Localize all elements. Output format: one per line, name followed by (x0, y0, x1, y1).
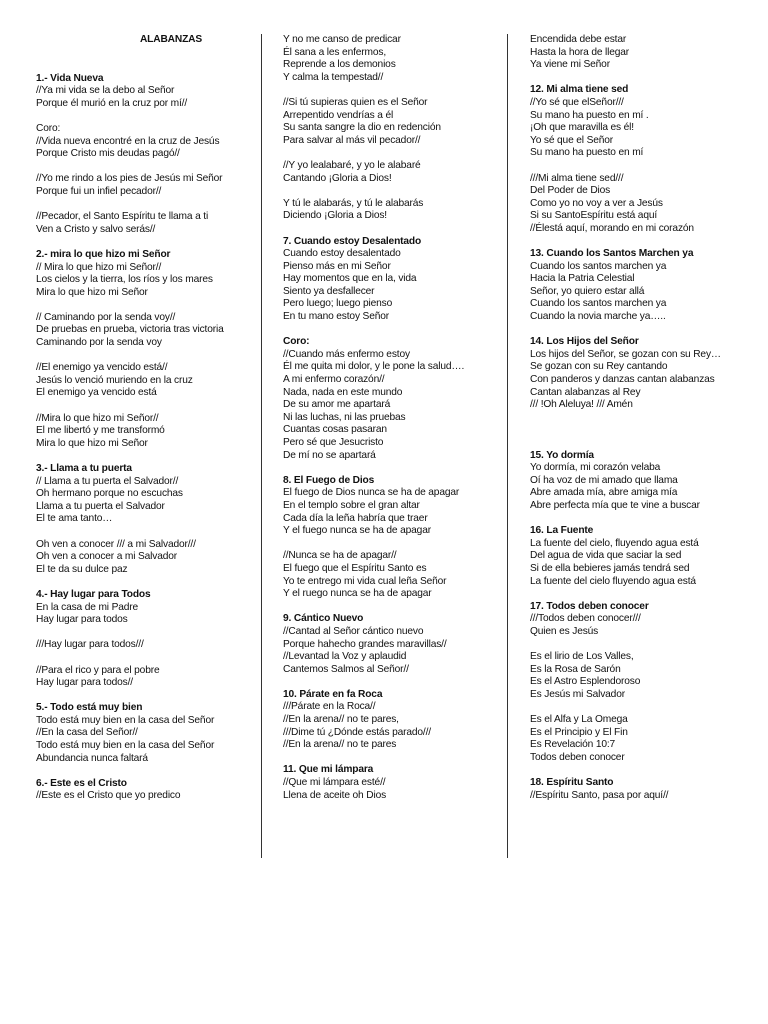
song-heading: 8. El Fuego de Dios (283, 474, 375, 486)
lyric-block (283, 198, 503, 223)
lyric-line: Todo está muy bien en la casa del Señor (36, 714, 215, 726)
lyric-block (36, 211, 256, 236)
lyric-line: // Mira lo que hizo mi Señor// (36, 261, 162, 273)
lyric-line: Y tú le alabarás, y tú le alabarás (283, 197, 424, 209)
lyric-line: El fuego que el Espíritu Santo es (283, 562, 427, 574)
lyric-line: Encendida debe estar (530, 34, 627, 45)
lyric-line: Cuantas cosas pasaran (283, 424, 387, 436)
lyric-line: Abre perfecta mía que te vine a buscar (530, 499, 700, 511)
lyric-block (283, 336, 503, 462)
lyric-line: Es el lirio de Los Valles, (530, 651, 634, 663)
lyric-line: En la casa de mi Padre (36, 601, 139, 613)
lyric-block (530, 601, 760, 639)
lyric-line: Es Revelación 10:7 (530, 739, 616, 751)
lyric-block (530, 714, 760, 764)
lyric-line: //En la arena// no te pares (283, 739, 397, 751)
lyric-block (283, 34, 503, 84)
lyric-line: ///Dime tú ¿Dónde estás parado/// (283, 726, 431, 738)
lyric-line: //Este es el Cristo que yo predico (36, 790, 181, 802)
column-2 (283, 34, 503, 815)
lyric-line: Oh ven a conocer a mi Salvador (36, 551, 178, 563)
lyric-line: Yo te entrego mi vida cual leña Señor (283, 575, 447, 587)
lyric-line: /// !Oh Aleluya! /// Amén (530, 399, 633, 411)
lyric-line: Oh ven a conocer /// a mi Salvador/// (36, 538, 196, 550)
song-heading: 10. Párate en fa Roca (283, 688, 383, 700)
lyric-line: Cuando los santos marchen ya (530, 298, 667, 310)
lyric-line: Con panderos y danzas cantan alabanzas (530, 374, 715, 386)
lyric-line: Pero luego; luego pienso (283, 298, 393, 310)
column-1 (36, 34, 256, 816)
song-heading: Coro: (283, 336, 310, 348)
lyric-line: Y el fuego nunca se ha de apagar (283, 525, 431, 537)
lyric-line: Caminando por la senda voy (36, 337, 162, 349)
lyric-block (36, 665, 256, 690)
lyric-block (36, 639, 256, 652)
lyric-line: Coro: (36, 122, 61, 134)
lyric-line: ///Mi alma tiene sed/// (530, 172, 624, 184)
song-heading: 9. Cántico Nuevo (283, 613, 364, 625)
lyric-line: Nada, nada en este mundo (283, 386, 403, 398)
song-heading: 5.- Todo está muy bien (36, 702, 143, 714)
column-divider-2 (507, 34, 508, 858)
lyric-line: Como yo no voy a ver a Jesús (530, 197, 663, 209)
lyric-line: //Mira lo que hizo mi Señor// (36, 412, 159, 424)
lyric-line: De pruebas en prueba, victoria tras victoria (36, 324, 224, 336)
lyric-line: Mira lo que hizo mi Señor (36, 286, 148, 298)
song-heading: 16. La Fuente (530, 525, 594, 537)
song-heading: 18. Espíritu Santo (530, 777, 614, 789)
lyric-line: A mi enfermo corazón// (283, 374, 385, 386)
lyric-line: //En la arena// no te pares, (283, 714, 399, 726)
lyric-line: Cantemos Salmos al Señor// (283, 663, 409, 675)
lyric-block (530, 336, 760, 412)
lyric-line: Cuando los santos marchen ya (530, 260, 667, 272)
lyric-line: Y calma la tempestad// (283, 71, 384, 83)
lyric-line: Cantan alabanzas al Rey (530, 386, 641, 398)
song-heading: 17. Todos deben conocer (530, 600, 649, 612)
lyric-line: Porque Cristo mis deudas pagó// (36, 148, 180, 160)
lyric-line: Jesús lo venció muriendo en la cruz (36, 374, 193, 386)
lyric-block (530, 34, 760, 72)
lyric-line: Ven a Cristo y salvo serás// (36, 223, 156, 235)
lyric-line: Oí ha voz de mi amado que llama (530, 474, 678, 486)
lyric-line: Los cielos y la tierra, los ríos y los mares (36, 274, 213, 286)
lyric-line: Siento ya desfallecer (283, 285, 375, 297)
lyric-line: La fuente del cielo fluyendo agua está (530, 575, 696, 587)
lyric-line: La fuente del cielo, fluyendo agua está (530, 537, 699, 549)
lyric-line: Su mano ha puesto en mí . (530, 109, 649, 121)
lyric-line: El fuego de Dios nunca se ha de apagar (283, 487, 460, 499)
lyric-line: //Si tú supieras quien es el Señor (283, 96, 428, 108)
lyric-line: Mira lo que hizo mi Señor (36, 437, 148, 449)
lyric-line: Pienso más en mi Señor (283, 260, 391, 272)
lyric-block (36, 312, 256, 350)
column-3 (530, 34, 760, 815)
lyric-line: ///Hay lugar para todos/// (36, 639, 144, 651)
lyric-line: El enemigo ya vencido está (36, 387, 157, 399)
lyric-line: Es Jesús mi Salvador (530, 688, 625, 700)
lyric-line: Si su SantoEspíritu está aquí (530, 210, 658, 222)
lyric-line: Su santa sangre la dio en redención (283, 122, 441, 134)
lyric-line: De mí no se apartará (283, 449, 376, 461)
lyric-line: Todos deben conocer (530, 751, 625, 763)
lyric-line: Quien es Jesús (530, 625, 599, 637)
lyric-block (36, 73, 256, 111)
song-heading: 2.- mira lo que hizo mi Señor (36, 248, 171, 260)
lyric-line: En tu mano estoy Señor (283, 311, 389, 323)
lyric-block (36, 249, 256, 299)
lyric-block (36, 702, 256, 765)
lyric-block (283, 689, 503, 752)
lyric-line: Y el ruego nunca se ha de apagar (283, 588, 432, 600)
lyric-line: Su mano ha puesto en mí (530, 147, 644, 159)
lyric-line: Hay lugar para todos (36, 614, 128, 626)
lyric-line: Llena de aceite oh Dios (283, 789, 387, 801)
lyric-block (530, 424, 760, 437)
lyric-block (283, 475, 503, 538)
lyric-line: Arrepentido vendrías a él (283, 109, 394, 121)
lyric-line: Del Poder de Dios (530, 185, 611, 197)
lyric-line (530, 424, 760, 437)
lyric-line: Porque él murió en la cruz por mí// (36, 97, 188, 109)
lyric-line: //Yo sé que elSeñor/// (530, 96, 624, 108)
lyric-block (36, 778, 256, 803)
lyric-line: Es el Astro Esplendoroso (530, 676, 641, 688)
lyric-line: Porque fui un infiel pecador// (36, 185, 162, 197)
lyric-line: ///Párate en la Roca// (283, 701, 376, 713)
lyric-line: De su amor me apartará (283, 399, 391, 411)
song-heading: 13. Cuando los Santos Marchen ya (530, 248, 694, 260)
lyric-line: Señor, yo quiero estar allá (530, 285, 645, 297)
song-heading: 7. Cuando estoy Desalentado (283, 235, 422, 247)
lyric-line: Él sana a les enfermos, (283, 46, 387, 58)
lyric-block (530, 525, 760, 588)
lyric-line: //Y yo lealabaré, y yo le alabaré (283, 159, 421, 171)
lyric-block (530, 84, 760, 160)
lyric-line: Yo dormía, mi corazón velaba (530, 462, 661, 474)
lyric-line: Hay lugar para todos// (36, 677, 133, 689)
lyric-line: //Levantad la Voz y aplaudid (283, 651, 407, 663)
document-title: ALABANZAS (139, 34, 203, 45)
lyric-line: //Ya mi vida se la debo al Señor (36, 85, 175, 97)
lyric-line: //Cuando más enfermo estoy (283, 348, 410, 360)
song-heading: 11. Que mi lámpara (283, 764, 374, 776)
lyric-line: Y no me canso de predicar (283, 34, 401, 45)
lyric-line: Cuando estoy desalentado (283, 248, 401, 260)
lyric-line: Hay momentos que en la, vida (283, 273, 417, 285)
lyric-block (283, 613, 503, 676)
lyric-line: //Yo me rindo a los pies de Jesús mi Señor (36, 173, 223, 185)
song-heading: 3.- Llama a tu puerta (36, 463, 132, 474)
lyric-line: Es la Rosa de Sarón (530, 663, 621, 675)
lyric-line: Cuando la novia marche ya….. (530, 311, 666, 323)
lyric-line: Es el Principio y El Fin (530, 726, 628, 738)
lyric-line: //Élestá aquí, morando en mi corazón (530, 222, 694, 234)
lyric-line: //Nunca se ha de apagar// (283, 550, 397, 562)
lyric-block (283, 160, 503, 185)
lyric-line: // Caminando por la senda voy// (36, 311, 176, 323)
lyric-line: //Para el rico y para el pobre (36, 664, 160, 676)
lyric-block (530, 450, 760, 513)
lyric-line: //Cantad al Señor cántico nuevo (283, 625, 424, 637)
lyric-line: Hasta la hora de llegar (530, 46, 630, 58)
lyric-line: Cantando ¡Gloria a Dios! (283, 172, 392, 184)
lyric-line: Los hijos del Señor, se gozan con su Rey… (530, 348, 721, 360)
lyric-block (283, 236, 503, 324)
lyric-block (530, 248, 760, 324)
lyric-line: Diciendo ¡Gloria a Dios! (283, 210, 387, 222)
lyric-line: Para salvar al más vil pecador// (283, 134, 421, 146)
lyric-line: En el templo sobre el gran altar (283, 499, 420, 511)
lyric-block (283, 97, 503, 147)
lyric-block (530, 651, 760, 701)
song-heading: 1.- Vida Nueva (36, 72, 104, 84)
lyric-line: Hacia la Patria Celestial (530, 273, 635, 285)
lyric-line: ///Todos deben conocer/// (530, 613, 641, 625)
song-heading: 14. Los Hijos del Señor (530, 336, 639, 348)
lyric-line: El te ama tanto… (36, 513, 113, 525)
lyric-line: Es el Alfa y La Omega (530, 714, 628, 726)
lyric-block (530, 173, 760, 236)
lyric-block (36, 362, 256, 400)
lyric-line: ¡Oh que maravilla es él! (530, 122, 634, 134)
lyric-line: //Vida nueva encontré en la cruz de Jesús (36, 135, 220, 147)
lyric-line: Todo está muy bien en la casa del Señor (36, 740, 215, 752)
lyric-line: Se gozan con su Rey cantando (530, 361, 668, 373)
lyric-line: Yo sé que el Señor (530, 134, 614, 146)
lyric-line: Cada día la leña habría que traer (283, 512, 428, 524)
lyric-line: //Pecador, el Santo Espíritu te llama a ti (36, 211, 209, 223)
lyric-line: El me libertó y me transformó (36, 425, 165, 437)
lyric-block (283, 550, 503, 600)
song-heading: 15. Yo dormía (530, 449, 594, 461)
lyric-line: Si de ella bebieres jamás tendrá sed (530, 562, 690, 574)
lyric-block (36, 123, 256, 161)
column-divider-1 (261, 34, 262, 858)
song-heading: 6.- Este es el Cristo (36, 777, 127, 789)
lyric-block (36, 173, 256, 198)
lyric-line: Llama a tu puerta el Salvador (36, 500, 165, 512)
lyric-line: Porque hahecho grandes maravillas// (283, 638, 447, 650)
lyric-line: Pero sé que Jesucristo (283, 437, 384, 448)
lyric-line: El te da su dulce paz (36, 563, 128, 575)
lyric-line: Él me quita mi dolor, y le pone la salud…. (283, 361, 465, 373)
lyric-line: // Llama a tu puerta el Salvador// (36, 475, 179, 487)
lyric-line: Oh hermano porque no escuchas (36, 488, 183, 500)
lyric-line: //Que mi lámpara esté// (283, 777, 386, 789)
lyric-line: Reprende a los demonios (283, 59, 396, 71)
lyric-block (283, 764, 503, 802)
lyric-block (36, 413, 256, 451)
lyric-line: //Espíritu Santo, pasa por aquí// (530, 789, 669, 801)
song-heading: 12. Mi alma tiene sed (530, 84, 629, 96)
song-heading: 4.- Hay lugar para Todos (36, 588, 151, 600)
lyric-line: Ya viene mi Señor (530, 59, 610, 71)
lyric-block (530, 777, 760, 802)
lyric-line: //El enemigo ya vencido está// (36, 362, 168, 374)
lyric-line: Del agua de vida que saciar la sed (530, 550, 682, 562)
lyric-line: Ni las luchas, ni las pruebas (283, 411, 406, 423)
lyric-block (36, 539, 256, 577)
lyric-block (36, 463, 256, 526)
lyric-block (36, 589, 256, 627)
lyric-line: Abre amada mía, abre amiga mía (530, 487, 678, 499)
lyric-line: Abundancia nunca faltará (36, 752, 148, 764)
lyric-line: //En la casa del Señor// (36, 727, 138, 739)
